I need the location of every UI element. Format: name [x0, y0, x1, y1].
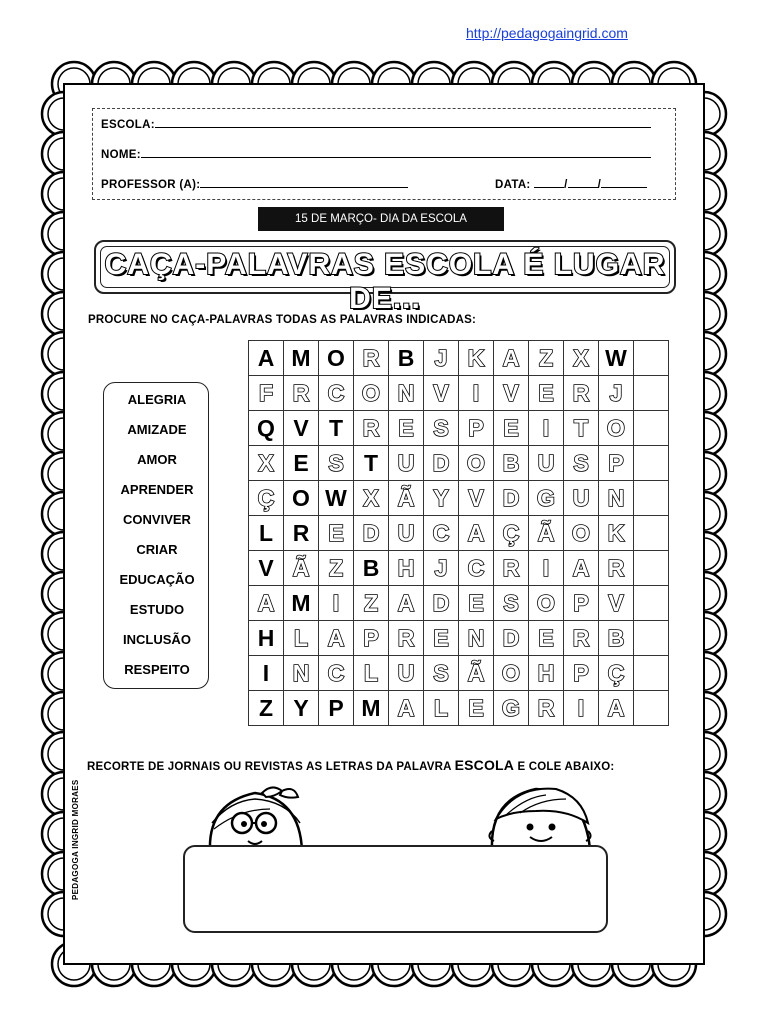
grid-cell[interactable]: H	[249, 621, 284, 656]
grid-cell[interactable]: G	[529, 481, 564, 516]
grid-cell[interactable]: J	[424, 341, 459, 376]
boy-icon	[486, 779, 596, 851]
grid-cell[interactable]: V	[249, 551, 284, 586]
grid-cell[interactable]: A	[459, 516, 494, 551]
grid-cell[interactable]: L	[284, 621, 319, 656]
grid-cell[interactable]: C	[319, 376, 354, 411]
grid-cell[interactable]: H	[529, 656, 564, 691]
grid-cell-empty	[634, 586, 669, 621]
grid-cell[interactable]: E	[459, 586, 494, 621]
website-link[interactable]: http://pedagogaingrid.com	[466, 25, 628, 41]
grid-cell[interactable]: D	[494, 481, 529, 516]
word-list-item: CRIAR	[136, 542, 178, 557]
cutout-instruction	[87, 757, 614, 773]
grid-cell-empty	[634, 341, 669, 376]
grid-cell[interactable]: A	[599, 691, 634, 726]
grid-cell[interactable]: J	[599, 376, 634, 411]
grid-cell[interactable]: X	[249, 446, 284, 481]
grid-cell[interactable]: Ç	[599, 656, 634, 691]
grid-cell[interactable]: X	[564, 341, 599, 376]
grid-cell[interactable]: B	[389, 341, 424, 376]
grid-cell[interactable]: R	[354, 411, 389, 446]
grid-cell[interactable]: R	[354, 341, 389, 376]
grid-cell[interactable]: Z	[354, 586, 389, 621]
page-title: CAÇA-PALAVRAS ESCOLA É LUGAR DE...	[104, 248, 666, 315]
grid-cell[interactable]: O	[564, 516, 599, 551]
cutout-instruction-start: RECORTE DE JORNAIS OU REVISTAS AS LETRAS DA PALAVRA	[87, 761, 455, 773]
grid-cell[interactable]: U	[529, 446, 564, 481]
date-banner: 15 DE MARÇO- DIA DA ESCOLA	[258, 207, 504, 231]
grid-cell[interactable]: N	[389, 376, 424, 411]
grid-cell[interactable]: U	[564, 481, 599, 516]
grid-cell[interactable]: A	[494, 341, 529, 376]
grid-cell[interactable]: S	[564, 446, 599, 481]
grid-cell[interactable]: R	[284, 376, 319, 411]
grid-cell[interactable]: P	[354, 621, 389, 656]
grid-cell[interactable]: U	[389, 446, 424, 481]
grid-cell[interactable]: V	[424, 376, 459, 411]
grid-cell[interactable]: Z	[529, 341, 564, 376]
grid-cell[interactable]: B	[354, 551, 389, 586]
grid-cell[interactable]: A	[319, 621, 354, 656]
grid-cell[interactable]: V	[599, 586, 634, 621]
grid-cell[interactable]: P	[459, 411, 494, 446]
word-list-item: APRENDER	[120, 482, 194, 497]
grid-cell[interactable]: P	[564, 586, 599, 621]
grid-cell[interactable]: O	[459, 446, 494, 481]
grid-cell[interactable]: Ã	[284, 551, 319, 586]
grid-cell[interactable]: R	[564, 376, 599, 411]
grid-cell[interactable]: L	[249, 516, 284, 551]
date-field[interactable]: DATA: / /	[495, 176, 647, 191]
grid-cell[interactable]: I	[249, 656, 284, 691]
grid-cell-empty	[634, 621, 669, 656]
grid-cell[interactable]: N	[284, 656, 319, 691]
grid-cell[interactable]: W	[319, 481, 354, 516]
grid-cell[interactable]: V	[494, 376, 529, 411]
girl-with-glasses-icon	[200, 783, 310, 853]
grid-cell[interactable]: V	[284, 411, 319, 446]
grid-cell[interactable]: U	[389, 656, 424, 691]
grid-cell[interactable]: Ã	[389, 481, 424, 516]
grid-cell[interactable]: C	[424, 516, 459, 551]
grid-cell[interactable]: R	[389, 621, 424, 656]
word-list-item: RESPEITO	[124, 662, 190, 677]
grid-cell[interactable]: I	[459, 376, 494, 411]
grid-cell[interactable]: I	[529, 551, 564, 586]
grid-cell-empty	[634, 691, 669, 726]
grid-cell[interactable]: N	[459, 621, 494, 656]
grid-cell[interactable]: D	[424, 446, 459, 481]
grid-cell[interactable]: H	[389, 551, 424, 586]
grid-cell[interactable]: E	[424, 621, 459, 656]
grid-cell[interactable]: U	[389, 516, 424, 551]
grid-cell[interactable]: A	[389, 586, 424, 621]
grid-cell-empty	[634, 551, 669, 586]
grid-cell[interactable]: R	[494, 551, 529, 586]
author-credit: PEDAGOGA INGRID MORAES	[71, 779, 80, 900]
grid-cell[interactable]: E	[459, 691, 494, 726]
grid-cell[interactable]: C	[319, 656, 354, 691]
grid-cell[interactable]: O	[319, 341, 354, 376]
grid-cell[interactable]: Z	[249, 691, 284, 726]
grid-cell[interactable]: Y	[284, 691, 319, 726]
grid-cell[interactable]: V	[459, 481, 494, 516]
grid-cell-empty	[634, 656, 669, 691]
grid-cell-empty	[634, 446, 669, 481]
grid-cell[interactable]: Ç	[494, 516, 529, 551]
grid-cell[interactable]: R	[564, 621, 599, 656]
date-label: DATA:	[495, 179, 531, 191]
grid-cell[interactable]: X	[354, 481, 389, 516]
grid-cell[interactable]: B	[494, 446, 529, 481]
name-field[interactable]	[101, 146, 651, 161]
grid-cell[interactable]: F	[249, 376, 284, 411]
grid-cell[interactable]: Ã	[459, 656, 494, 691]
word-list-item: INCLUSÃO	[123, 632, 191, 647]
word-search-grid[interactable]	[248, 340, 669, 726]
search-instruction: PROCURE NO CAÇA-PALAVRAS TODAS AS PALAVRAS INDICADAS:	[88, 314, 476, 326]
school-label: ESCOLA:	[101, 119, 155, 131]
grid-cell[interactable]: Ç	[249, 481, 284, 516]
grid-cell[interactable]: P	[319, 691, 354, 726]
word-list-item: CONVIVER	[123, 512, 191, 527]
word-list-box	[103, 382, 209, 689]
grid-cell[interactable]: E	[389, 411, 424, 446]
grid-cell[interactable]: E	[494, 411, 529, 446]
grid-cell[interactable]: Q	[249, 411, 284, 446]
grid-cell[interactable]: W	[599, 341, 634, 376]
grid-cell[interactable]: G	[494, 691, 529, 726]
grid-cell[interactable]: P	[564, 656, 599, 691]
grid-cell[interactable]: R	[529, 691, 564, 726]
grid-cell[interactable]: O	[599, 411, 634, 446]
grid-cell[interactable]: M	[284, 586, 319, 621]
grid-cell[interactable]: C	[459, 551, 494, 586]
word-list-item: EDUCAÇÃO	[119, 572, 195, 587]
cutout-keyword: ESCOLA	[454, 757, 515, 773]
grid-cell-empty	[634, 411, 669, 446]
grid-cell-empty	[634, 376, 669, 411]
grid-cell[interactable]: L	[424, 691, 459, 726]
grid-cell-empty	[634, 481, 669, 516]
grid-cell[interactable]: E	[319, 516, 354, 551]
grid-cell[interactable]: R	[599, 551, 634, 586]
word-list-item: ALEGRIA	[127, 392, 187, 407]
grid-cell[interactable]: T	[319, 411, 354, 446]
grid-cell[interactable]: O	[494, 656, 529, 691]
grid-cell[interactable]: E	[284, 446, 319, 481]
grid-cell[interactable]: N	[599, 481, 634, 516]
grid-cell[interactable]: S	[424, 656, 459, 691]
word-list-item: AMOR	[137, 452, 177, 467]
grid-cell[interactable]: D	[354, 516, 389, 551]
word-list-item: ESTUDO	[129, 602, 185, 617]
grid-cell[interactable]: M	[354, 691, 389, 726]
grid-cell[interactable]: O	[284, 481, 319, 516]
grid-cell[interactable]: T	[354, 446, 389, 481]
grid-cell[interactable]: S	[319, 446, 354, 481]
grid-cell[interactable]: P	[599, 446, 634, 481]
grid-cell[interactable]: A	[249, 586, 284, 621]
grid-cell[interactable]: I	[529, 411, 564, 446]
grid-cell[interactable]: O	[354, 376, 389, 411]
grid-cell[interactable]: I	[319, 586, 354, 621]
grid-cell[interactable]: D	[424, 586, 459, 621]
word-list-item: AMIZADE	[127, 422, 187, 437]
grid-cell[interactable]: I	[564, 691, 599, 726]
title-box	[94, 240, 676, 315]
paste-area[interactable]	[183, 845, 608, 933]
grid-cell[interactable]: M	[284, 341, 319, 376]
grid-cell[interactable]: O	[529, 586, 564, 621]
grid-cell[interactable]: A	[564, 551, 599, 586]
grid-cell[interactable]: T	[564, 411, 599, 446]
grid-cell[interactable]: Ã	[529, 516, 564, 551]
teacher-label: PROFESSOR (A):	[101, 179, 201, 191]
grid-cell-empty	[634, 516, 669, 551]
grid-cell[interactable]: R	[284, 516, 319, 551]
grid-cell[interactable]: K	[459, 341, 494, 376]
grid-cell[interactable]: B	[599, 621, 634, 656]
grid-cell[interactable]: K	[599, 516, 634, 551]
grid-cell[interactable]: Y	[424, 481, 459, 516]
grid-cell[interactable]: S	[424, 411, 459, 446]
grid-cell[interactable]: L	[354, 656, 389, 691]
grid-cell[interactable]: S	[494, 586, 529, 621]
grid-cell[interactable]: E	[529, 621, 564, 656]
grid-cell[interactable]: E	[529, 376, 564, 411]
name-label: NOME:	[101, 149, 141, 161]
grid-cell[interactable]: D	[494, 621, 529, 656]
grid-cell[interactable]: Z	[319, 551, 354, 586]
grid-cell[interactable]: A	[249, 341, 284, 376]
teacher-field[interactable]	[101, 176, 408, 191]
grid-cell[interactable]: A	[389, 691, 424, 726]
cutout-instruction-end: E COLE ABAIXO:	[514, 761, 615, 773]
grid-cell[interactable]: J	[424, 551, 459, 586]
school-field[interactable]	[101, 116, 651, 131]
